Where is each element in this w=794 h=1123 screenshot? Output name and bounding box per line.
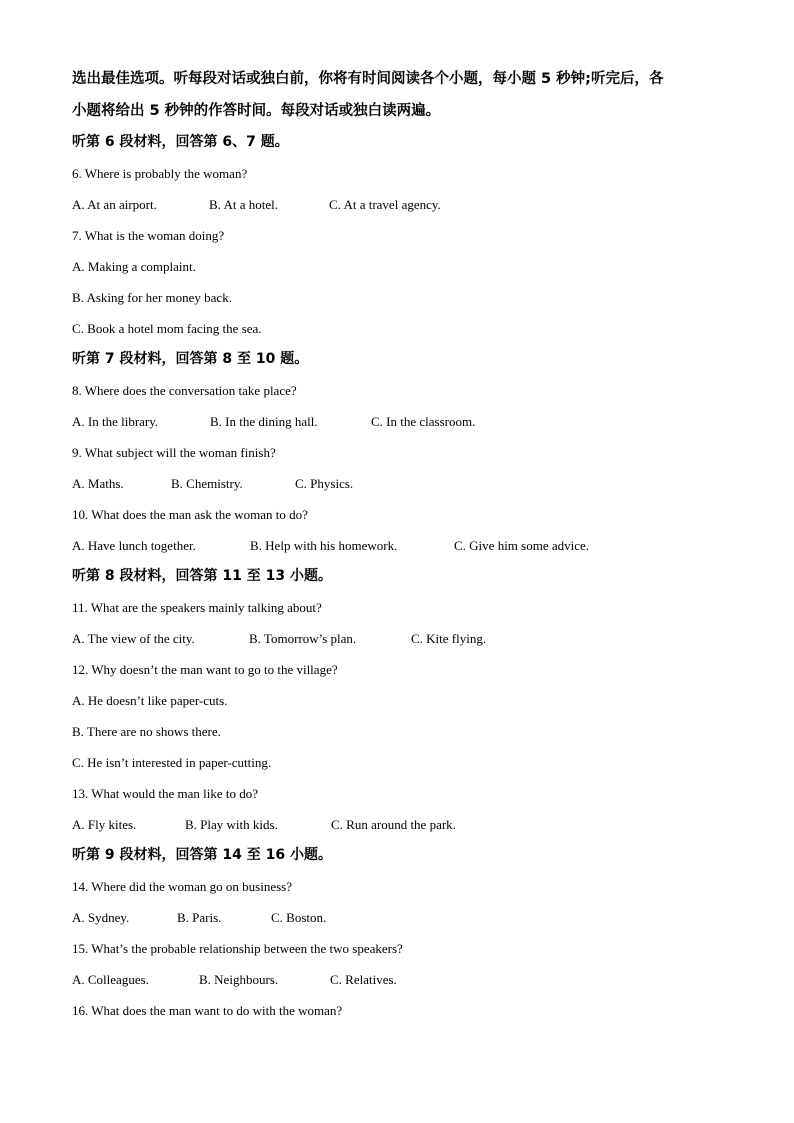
- question-9: 9. What subject will the woman finish?: [72, 445, 276, 460]
- option-9c: C. Physics.: [295, 476, 354, 491]
- section-heading-8: 听第 8 段材料，回答第 11 至 13 小题。: [72, 568, 332, 584]
- option-15a: A. Colleagues.: [72, 972, 149, 987]
- option-8a: A. In the library.: [72, 414, 159, 429]
- question-16: 16. What does the man want to do with the woman?: [72, 1003, 343, 1018]
- option-6c: C. At a travel agency.: [329, 197, 441, 212]
- question-15: 15. What’s the probable relationship between the two speakers?: [72, 941, 403, 956]
- question-7: 7. What is the woman doing?: [72, 228, 225, 243]
- section-heading-7: 听第 7 段材料，回答第 8 至 10 题。: [72, 351, 309, 367]
- question-13: 13. What would the man like to do?: [72, 786, 259, 801]
- options-row-6: [72, 189, 732, 220]
- section-heading-6: 听第 6 段材料，回答第 6、7 题。: [72, 134, 289, 150]
- question-14: 14. Where did the woman go on business?: [72, 879, 292, 894]
- option-14c: C. Boston.: [271, 910, 327, 925]
- options-row-9: [72, 468, 732, 499]
- section-heading-9: 听第 9 段材料，回答第 14 至 16 小题。: [72, 847, 332, 863]
- options-row-15: [72, 964, 732, 995]
- option-10a: A. Have lunch together.: [72, 538, 196, 553]
- option-7b: B. Asking for her money back.: [72, 290, 232, 305]
- option-14a: A. Sydney.: [72, 910, 130, 925]
- option-15c: C. Relatives.: [330, 972, 397, 987]
- option-7a: A. Making a complaint.: [72, 259, 196, 274]
- options-row-13: [72, 809, 732, 840]
- question-12: 12. Why doesn’t the man want to go to the village?: [72, 662, 338, 677]
- question-8: 8. Where does the conversation take place?: [72, 383, 297, 398]
- option-8c: C. In the classroom.: [371, 414, 476, 429]
- options-row-8: [72, 406, 732, 437]
- option-15b: B. Neighbours.: [199, 972, 279, 987]
- question-11: 11. What are the speakers mainly talking about?: [72, 600, 322, 615]
- question-6: 6. Where is probably the woman?: [72, 166, 248, 181]
- option-14b: B. Paris.: [177, 910, 222, 925]
- option-12a: A. He doesn’t like paper-cuts.: [72, 693, 228, 708]
- options-row-14: [72, 902, 732, 933]
- option-13a: A. Fly kites.: [72, 817, 137, 832]
- option-12c: C. He isn’t interested in paper-cutting.: [72, 755, 272, 770]
- option-11c: C. Kite flying.: [411, 631, 487, 646]
- option-11a: A. The view of the city.: [72, 631, 195, 646]
- option-11b: B. Tomorrow’s plan.: [249, 631, 357, 646]
- option-6a: A. At an airport.: [72, 197, 157, 212]
- instructions-line-1: 选出最佳选项。听每段对话或独白前，你将有时间阅读各个小题，每小题 5 秒钟;听完后，各: [72, 71, 664, 87]
- option-9b: B. Chemistry.: [171, 476, 243, 491]
- option-13c: C. Run around the park.: [331, 817, 456, 832]
- option-10c: C. Give him some advice.: [454, 538, 590, 553]
- option-7c: C. Book a hotel mom facing the sea.: [72, 321, 262, 336]
- option-10b: B. Help with his homework.: [250, 538, 398, 553]
- options-row-10: [72, 530, 732, 561]
- options-row-11: [72, 623, 732, 654]
- question-10: 10. What does the man ask the woman to do?: [72, 507, 308, 522]
- option-12b: B. There are no shows there.: [72, 724, 221, 739]
- option-8b: B. In the dining hall.: [210, 414, 318, 429]
- exam-page: [72, 63, 732, 1026]
- option-13b: B. Play with kids.: [185, 817, 278, 832]
- option-9a: A. Maths.: [72, 476, 124, 491]
- option-6b: B. At a hotel.: [209, 197, 278, 212]
- instructions-line-2: 小题将给出 5 秒钟的作答时间。每段对话或独白读两遍。: [72, 103, 441, 119]
